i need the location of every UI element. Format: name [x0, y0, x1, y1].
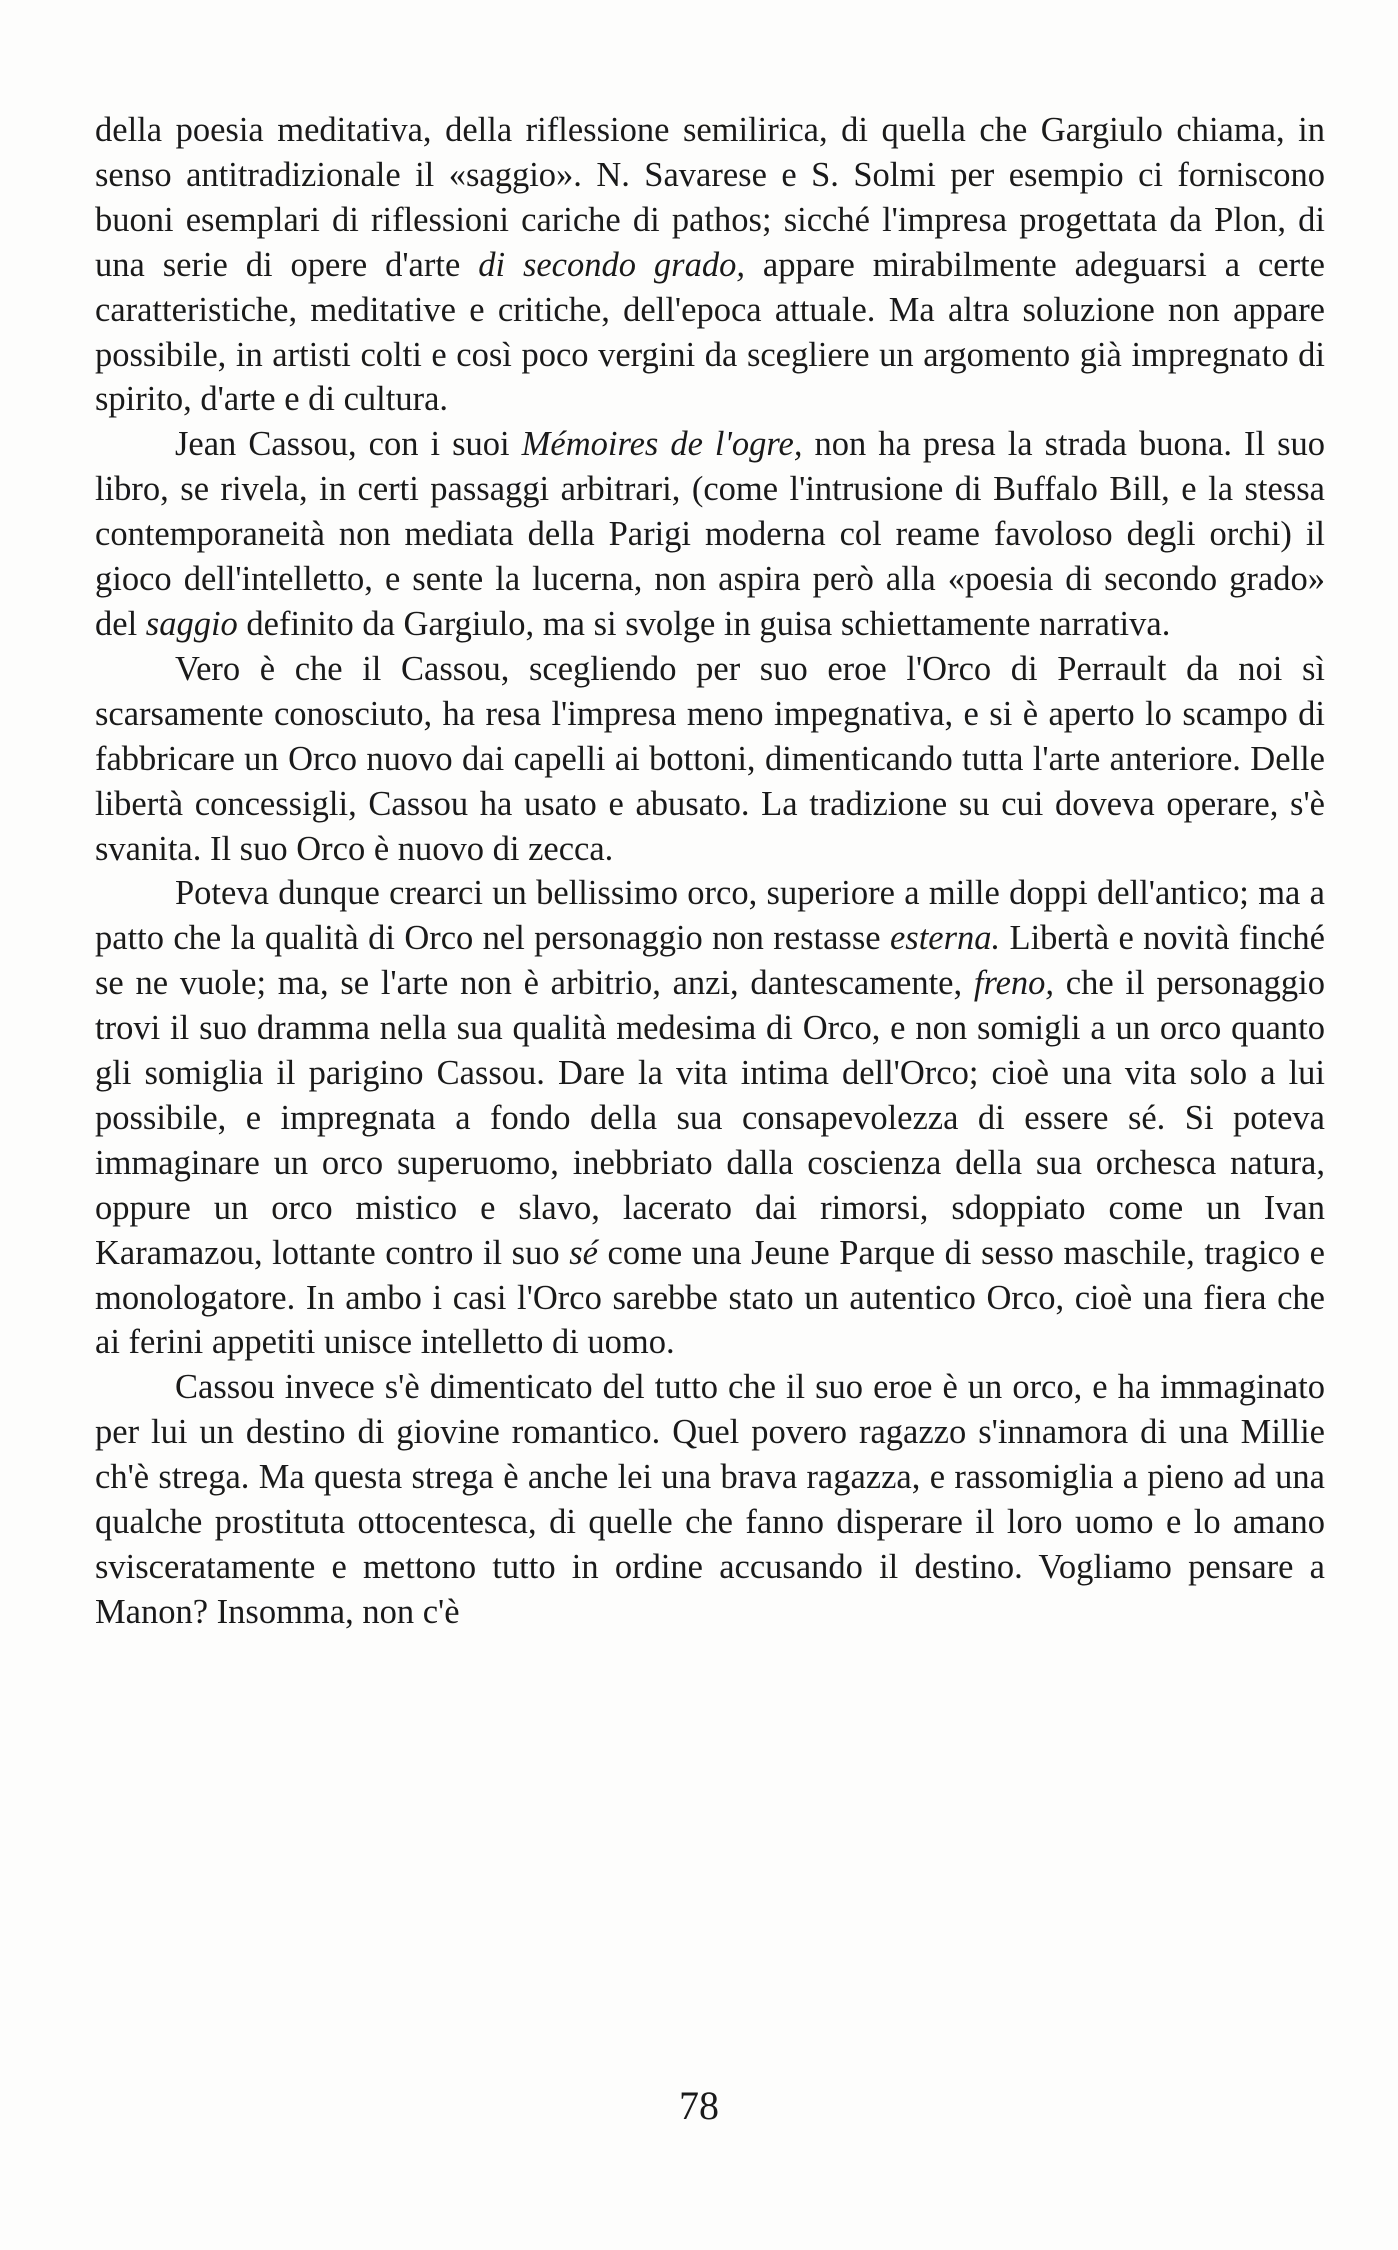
italic-text: freno, — [973, 964, 1055, 1003]
text-run: Cassou invece s'è dimenticato del tutto che il suo eroe è un orco, e ha immaginato per lui un destino di giovine romantico. Quel povero ragazzo s'innamora di una Millie ch'è strega. Ma questa strega è anche lei una brava ragazza, e rassomiglia a pieno ad una qualche prostituta ottocentesca, di quelle che fanno disperare il loro uomo e lo amano svisceratamente e mettono tutto in ordine accusando il destino. Vogliamo pensare a Manon? Insomma, non c'è — [95, 1368, 1325, 1631]
text-run: definito da Gargiulo, ma si svolge in guisa schiettamente narrativa. — [237, 604, 1171, 643]
italic-text: esterna. — [889, 919, 1001, 958]
italic-text: Mémoires de l'ogre, — [521, 425, 803, 464]
text-run: non ha presa la strada buona. Il suo libro, se rivela, in certi passaggi arbitrari, (come l'intrusione di Buffalo Bill, e la stessa contemporaneità non mediata della Parigi moderna col reame favoloso degli orchi) il gioco dell'intelletto, e sente la lucerna, non aspira però alla «poesia di secondo grado» del — [95, 425, 1326, 643]
body-text — [95, 108, 1325, 1635]
text-run: Jean Cassou, con i suoi — [175, 425, 522, 464]
text-run: Poteva dunque crearci un bellissimo orco, superiore a mille doppi dell'antico; ma a patto che la qualità di Orco nel personaggio non restasse — [95, 874, 1325, 958]
page-number: 78 — [679, 2083, 719, 2128]
paragraph-5 — [95, 1365, 1325, 1634]
text-run: Vero è che il Cassou, scegliendo per suo eroe l'Orco di Perrault da noi sì scarsamente conosciuto, ha resa l'impresa meno impegnativa, e si è aperto lo scampo di fabbricare un Orco nuovo dai capelli ai bottoni, dimenticando tutta l'arte anteriore. Delle libertà concessigli, Cassou ha usato e abusato. La tradizione su cui doveva operare, s'è svanita. Il suo Orco è nuovo di zecca. — [95, 649, 1325, 868]
paragraph-4 — [95, 871, 1325, 1365]
italic-text: saggio — [145, 604, 238, 643]
paragraph-1 — [95, 108, 1325, 422]
paragraph-3 — [95, 647, 1325, 872]
text-run: appare mirabilmente adeguarsi a certe caratteristiche, meditative e critiche, dell'epoca attuale. Ma altra soluzione non appare possibile, in artisti colti e così poco vergini da scegliere un argomento già impregnato di spirito, d'arte e di cultura. — [95, 245, 1325, 419]
text-run: come una Jeune Parque di sesso maschile, tragico e monologatore. In ambo i casi l'Orco sarebbe stato un autentico Orco, cioè una fiera che ai ferini appetiti unisce intelletto di uomo. — [95, 1233, 1325, 1362]
italic-text: sé — [569, 1233, 598, 1272]
italic-text: di secondo grado, — [478, 245, 745, 284]
text-run: della poesia meditativa, della riflessione semilirica, di quella che Gargiulo chiama, in senso antitradizionale il «saggio». N. Savarese e S. Solmi per esempio ci forniscono buoni esemplari di riflessioni cariche di pathos; sicché l'impresa progettata da Plon, di una serie di opere d'arte — [95, 111, 1325, 284]
text-run: Libertà e novità finché se ne vuole; ma, se l'arte non è arbitrio, anzi, dantescamente, — [95, 919, 1325, 1003]
text-run: che il personaggio trovi il suo dramma nella sua qualità medesima di Orco, e non somigli a un orco quanto gli somiglia il parigino Cassou. Dare la vita intima dell'Orco; cioè una vita solo a lui possibile, e impregnata a fondo della sua consapevolezza di essere sé. Si poteva immaginare un orco superuomo, inebbriato dalla coscienza della sua orchesca natura, oppure un orco mistico e slavo, lacerato dai rimorsi, sdoppiato come un Ivan Karamazou, lottante contro il suo — [95, 964, 1325, 1272]
paragraph-2 — [95, 422, 1325, 647]
